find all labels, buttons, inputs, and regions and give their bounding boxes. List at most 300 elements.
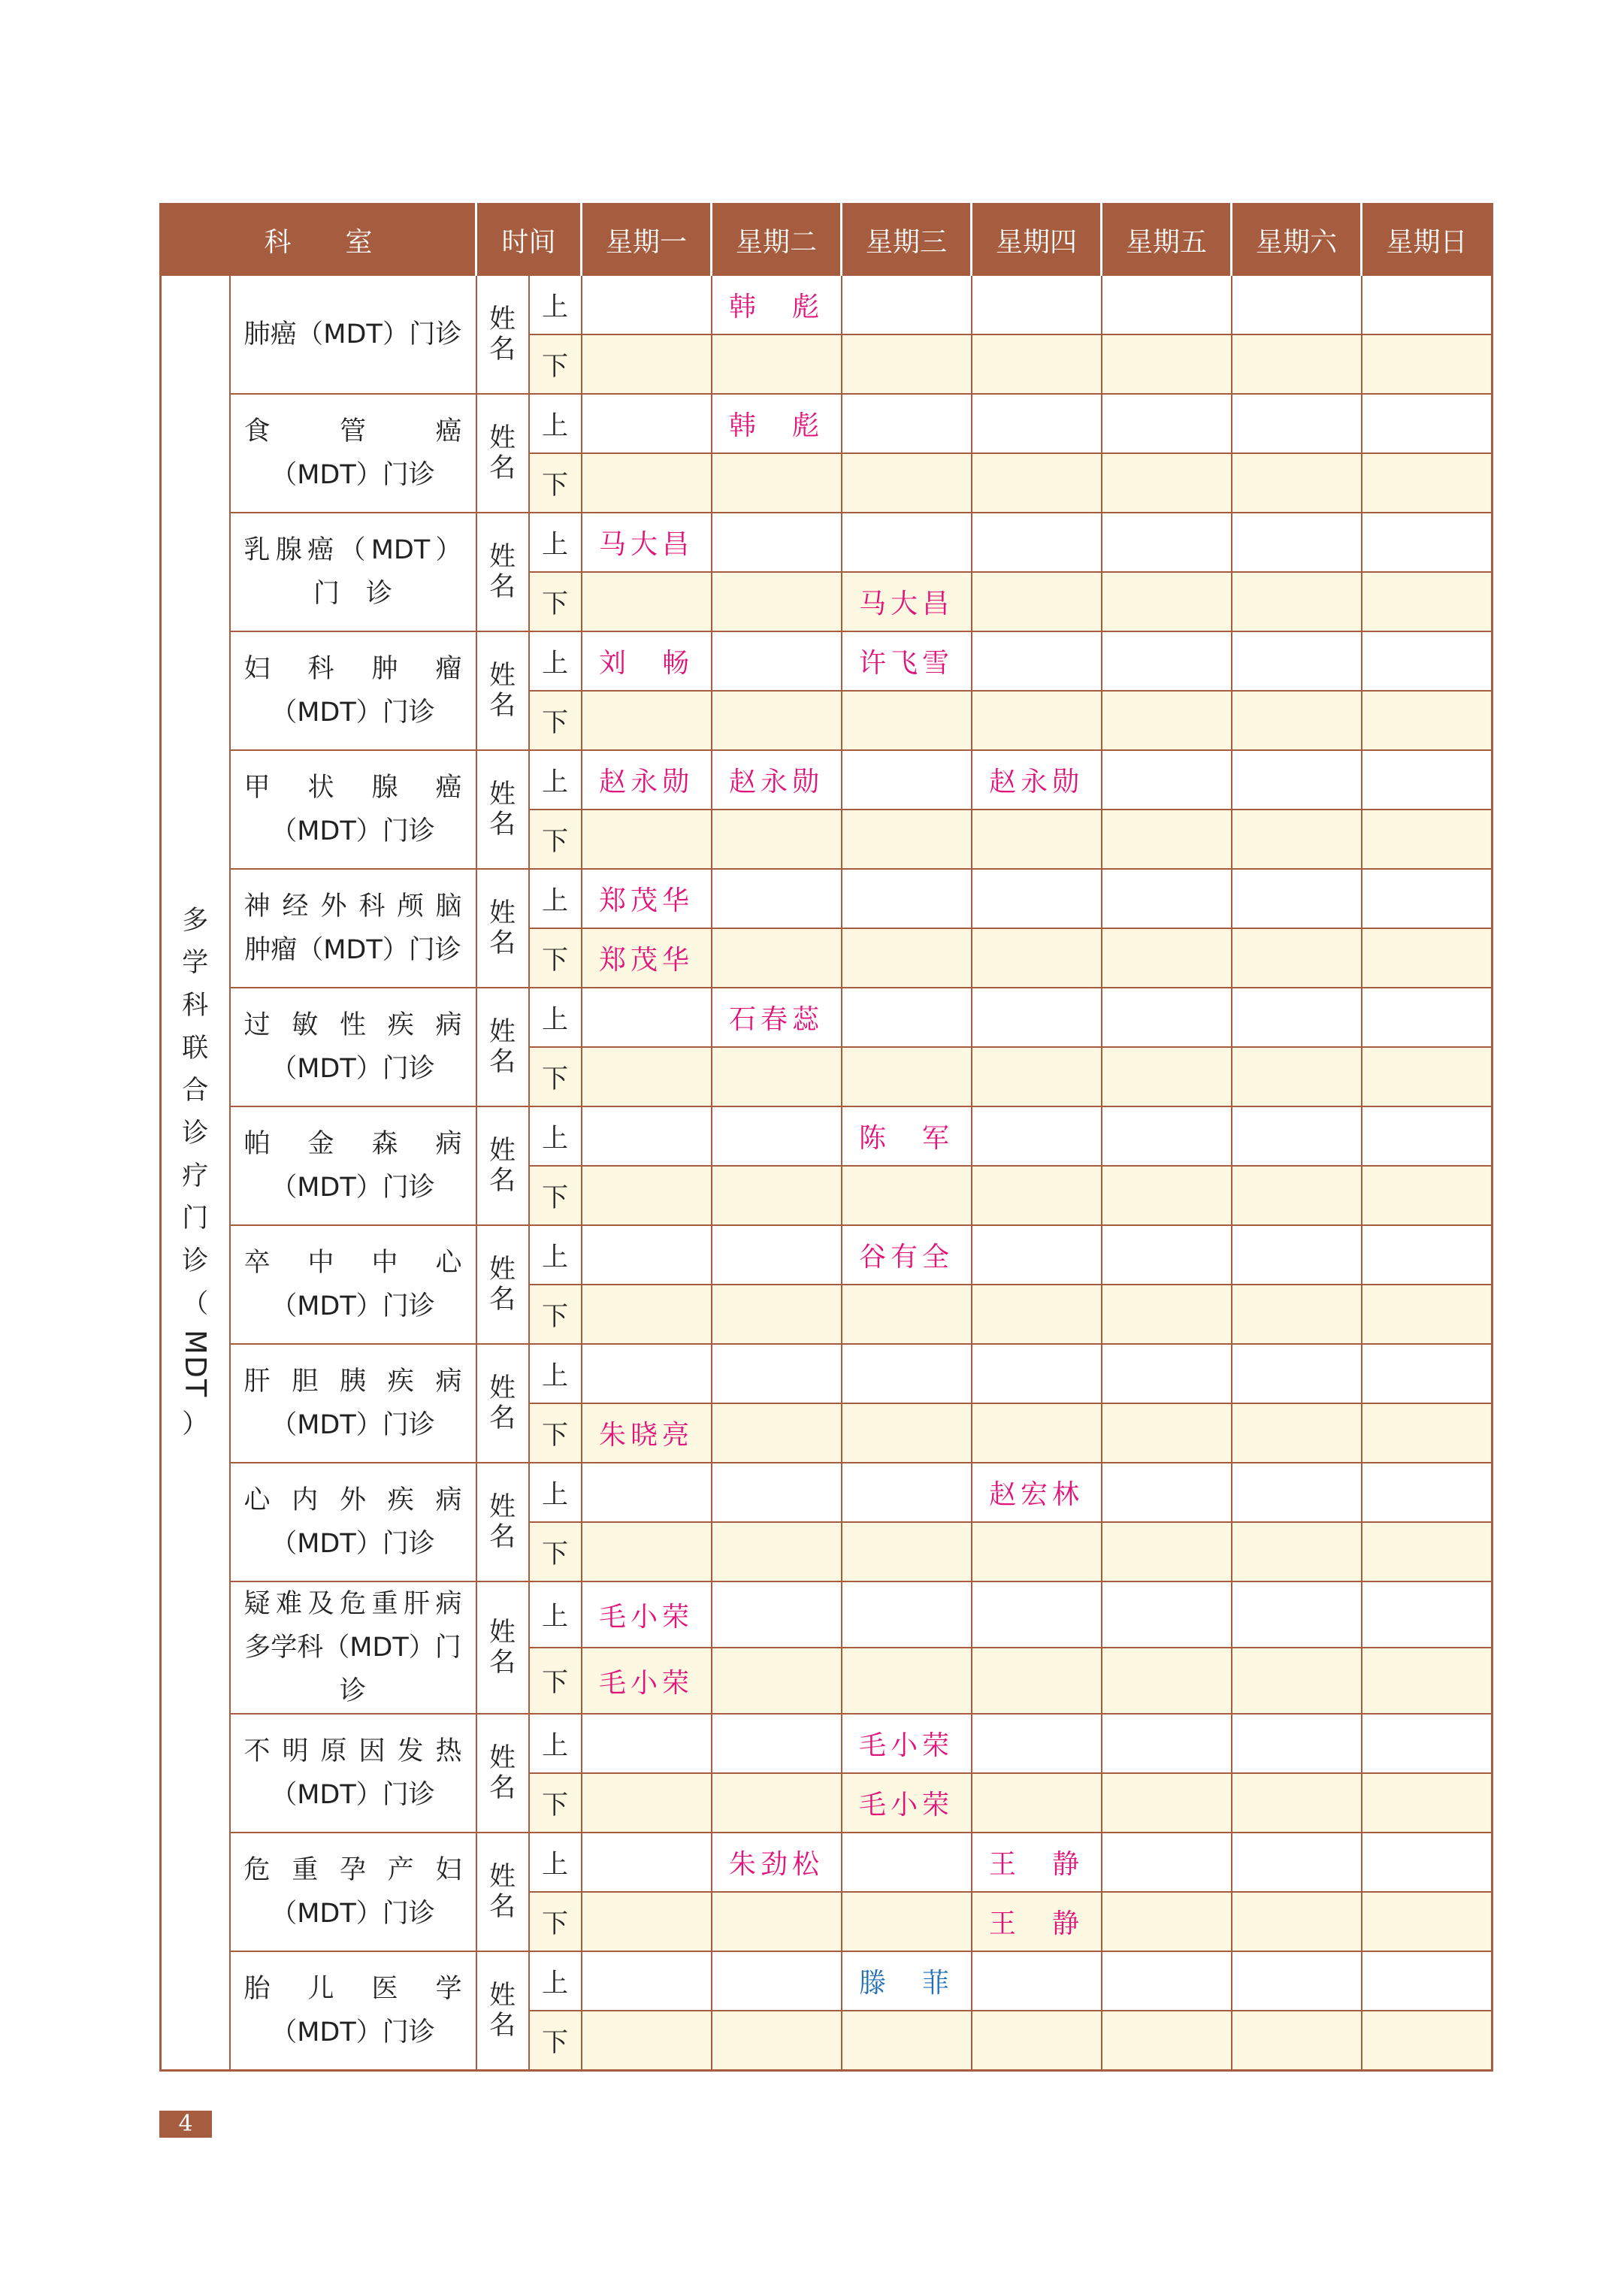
schedule-cell bbox=[842, 1047, 972, 1106]
schedule-cell bbox=[1232, 1951, 1362, 2011]
schedule-cell bbox=[1362, 988, 1492, 1047]
doctor-name: 毛小荣 bbox=[599, 1667, 694, 1699]
schedule-cell bbox=[972, 394, 1102, 453]
name-label bbox=[476, 394, 529, 513]
schedule-cell bbox=[712, 1522, 842, 1581]
doctor-name: 毛小荣 bbox=[599, 1601, 694, 1633]
schedule-cell bbox=[712, 988, 842, 1047]
schedule-cell bbox=[1232, 1225, 1362, 1285]
doctor-name: 毛小荣 bbox=[859, 1730, 954, 1761]
schedule-cell bbox=[712, 750, 842, 810]
doctor-name: 王 静 bbox=[989, 1849, 1084, 1880]
header-day: 星期日 bbox=[1362, 204, 1492, 276]
schedule-cell bbox=[712, 275, 842, 334]
schedule-cell bbox=[842, 1403, 972, 1463]
department-name-line: 肝胆胰疾病 bbox=[243, 1367, 462, 1397]
schedule-cell bbox=[1362, 1581, 1492, 1648]
schedule-cell bbox=[1232, 513, 1362, 572]
schedule-cell bbox=[972, 1344, 1102, 1403]
schedule-cell bbox=[1362, 2011, 1492, 2071]
schedule-cell bbox=[1362, 275, 1492, 334]
name-label-text: 姓名 bbox=[489, 1136, 516, 1196]
schedule-cell bbox=[1102, 869, 1232, 928]
department-name bbox=[230, 513, 476, 631]
schedule-cell bbox=[582, 1892, 712, 1951]
category-char: 学 bbox=[182, 948, 209, 979]
schedule-cell bbox=[1362, 1833, 1492, 1892]
department-name bbox=[230, 1833, 476, 1951]
schedule-cell bbox=[1362, 1648, 1492, 1714]
schedule-cell bbox=[972, 572, 1102, 631]
department-name-line: 胎儿医学 bbox=[243, 1974, 462, 2004]
schedule-cell bbox=[842, 1892, 972, 1951]
schedule-cell bbox=[842, 1225, 972, 1285]
table-row bbox=[161, 869, 1492, 928]
department-name-line: （MDT）门诊 bbox=[271, 2017, 435, 2048]
table-row bbox=[161, 1833, 1492, 1892]
schedule-cell bbox=[842, 1714, 972, 1773]
schedule-cell bbox=[1362, 1225, 1492, 1285]
doctor-name: 马大昌 bbox=[599, 529, 694, 560]
schedule-cell bbox=[1232, 1892, 1362, 1951]
schedule-cell bbox=[1362, 1463, 1492, 1522]
schedule-cell bbox=[1232, 1403, 1362, 1463]
schedule-cell bbox=[972, 1285, 1102, 1344]
period-am: 上 bbox=[529, 1344, 582, 1403]
schedule-cell bbox=[972, 691, 1102, 750]
department-name-line: （MDT）门诊 bbox=[271, 1054, 435, 1084]
doctor-name: 韩 彪 bbox=[729, 292, 824, 322]
schedule-cell bbox=[1362, 750, 1492, 810]
doctor-name: 赵宏林 bbox=[989, 1479, 1084, 1510]
department-name-line: 帕金森病 bbox=[243, 1129, 462, 1159]
schedule-cell bbox=[712, 691, 842, 750]
period-pm: 下 bbox=[529, 334, 582, 394]
name-label bbox=[476, 1581, 529, 1714]
schedule-cell bbox=[842, 810, 972, 869]
schedule-cell bbox=[972, 928, 1102, 988]
schedule-cell bbox=[712, 572, 842, 631]
schedule-cell bbox=[712, 1581, 842, 1648]
schedule-cell bbox=[712, 1285, 842, 1344]
department-name-line: 多学科（MDT）门诊 bbox=[244, 1633, 461, 1706]
schedule-cell bbox=[1232, 2011, 1362, 2071]
schedule-cell bbox=[582, 1522, 712, 1581]
name-label bbox=[476, 1106, 529, 1225]
category-char: 联 bbox=[182, 1033, 209, 1064]
name-label-text: 姓名 bbox=[489, 1862, 516, 1922]
category-char: 多 bbox=[182, 905, 209, 936]
category-char: ） bbox=[182, 1409, 209, 1439]
department-name-line: （MDT）门诊 bbox=[271, 460, 435, 490]
period-pm: 下 bbox=[529, 1522, 582, 1581]
schedule-cell bbox=[972, 1522, 1102, 1581]
department-name bbox=[230, 750, 476, 869]
schedule-cell bbox=[842, 1773, 972, 1833]
schedule-cell bbox=[1232, 453, 1362, 513]
schedule-cell bbox=[582, 1463, 712, 1522]
schedule-cell bbox=[582, 572, 712, 631]
doctor-name: 陈 军 bbox=[859, 1123, 954, 1154]
category-label bbox=[161, 275, 230, 2071]
name-label-text: 姓名 bbox=[489, 1981, 516, 2041]
schedule-cell bbox=[1232, 394, 1362, 453]
schedule-cell bbox=[972, 1463, 1102, 1522]
schedule-cell bbox=[972, 869, 1102, 928]
schedule-cell bbox=[1102, 453, 1232, 513]
schedule-cell bbox=[842, 1581, 972, 1648]
name-label bbox=[476, 275, 529, 394]
name-label-text: 姓名 bbox=[489, 1017, 516, 1077]
schedule-cell bbox=[972, 988, 1102, 1047]
schedule-cell bbox=[972, 513, 1102, 572]
schedule-cell bbox=[842, 988, 972, 1047]
schedule-cell bbox=[582, 928, 712, 988]
category-char: 合 bbox=[182, 1076, 209, 1106]
doctor-name: 谷有全 bbox=[859, 1242, 954, 1273]
doctor-name: 朱晓亮 bbox=[599, 1420, 694, 1451]
schedule-cell bbox=[972, 1648, 1102, 1714]
period-am: 上 bbox=[529, 1714, 582, 1773]
period-pm: 下 bbox=[529, 1648, 582, 1714]
schedule-cell bbox=[1232, 1463, 1362, 1522]
schedule-cell bbox=[842, 572, 972, 631]
schedule-cell bbox=[712, 1951, 842, 2011]
schedule-cell bbox=[972, 1773, 1102, 1833]
department-name-line: 乳腺癌（MDT） bbox=[243, 535, 462, 565]
schedule-cell bbox=[842, 1344, 972, 1403]
schedule-cell bbox=[712, 928, 842, 988]
department-name-line: 过敏性疾病 bbox=[243, 1010, 462, 1040]
schedule-cell bbox=[1232, 1714, 1362, 1773]
schedule-cell bbox=[582, 691, 712, 750]
schedule-cell bbox=[1362, 1344, 1492, 1403]
header-day: 星期五 bbox=[1102, 204, 1232, 276]
schedule-cell bbox=[1362, 453, 1492, 513]
department-name-line: （MDT）门诊 bbox=[271, 1173, 435, 1203]
name-label bbox=[476, 1833, 529, 1951]
schedule-cell bbox=[842, 513, 972, 572]
department-name-line: （MDT）门诊 bbox=[271, 1291, 435, 1321]
schedule-cell bbox=[842, 631, 972, 691]
schedule-cell bbox=[1362, 869, 1492, 928]
doctor-name: 赵永勋 bbox=[989, 767, 1084, 798]
department-name bbox=[230, 1344, 476, 1463]
header-time: 时间 bbox=[476, 204, 582, 276]
schedule-cell bbox=[1232, 691, 1362, 750]
schedule-cell bbox=[972, 1166, 1102, 1225]
schedule-cell bbox=[1232, 928, 1362, 988]
schedule-cell bbox=[1232, 988, 1362, 1047]
table-row bbox=[161, 275, 1492, 334]
schedule-cell bbox=[1102, 513, 1232, 572]
schedule-cell bbox=[582, 2011, 712, 2071]
schedule-cell bbox=[1362, 1166, 1492, 1225]
schedule-cell bbox=[1102, 572, 1232, 631]
table-row bbox=[161, 513, 1492, 572]
name-label bbox=[476, 988, 529, 1106]
schedule-cell bbox=[972, 2011, 1102, 2071]
name-label-text: 姓名 bbox=[489, 898, 516, 958]
doctor-name: 朱劲松 bbox=[729, 1849, 824, 1880]
department-name bbox=[230, 1951, 476, 2071]
schedule-cell bbox=[1362, 1714, 1492, 1773]
schedule-cell bbox=[972, 631, 1102, 691]
schedule-cell bbox=[582, 1648, 712, 1714]
schedule-cell bbox=[712, 810, 842, 869]
period-pm: 下 bbox=[529, 1403, 582, 1463]
table-row bbox=[161, 394, 1492, 453]
schedule-cell bbox=[1102, 1714, 1232, 1773]
department-name-line: 卒中中心 bbox=[243, 1248, 462, 1278]
schedule-cell bbox=[1102, 1463, 1232, 1522]
schedule-cell bbox=[712, 1344, 842, 1403]
name-label bbox=[476, 750, 529, 869]
schedule-cell bbox=[1102, 1225, 1232, 1285]
schedule-cell bbox=[842, 928, 972, 988]
period-am: 上 bbox=[529, 988, 582, 1047]
schedule-cell bbox=[1102, 691, 1232, 750]
schedule-cell bbox=[1362, 1951, 1492, 2011]
schedule-cell bbox=[1102, 275, 1232, 334]
schedule-cell bbox=[1232, 572, 1362, 631]
department-name bbox=[230, 275, 476, 394]
period-pm: 下 bbox=[529, 1773, 582, 1833]
table-row bbox=[161, 1951, 1492, 2011]
department-name-line: 不明原因发热 bbox=[243, 1736, 462, 1766]
schedule-cell bbox=[842, 334, 972, 394]
name-label-text: 姓名 bbox=[489, 661, 516, 721]
schedule-cell bbox=[1362, 1773, 1492, 1833]
schedule-cell bbox=[842, 453, 972, 513]
name-label-text: 姓名 bbox=[489, 1373, 516, 1433]
department-name-line: 神经外科颅脑 bbox=[243, 891, 462, 922]
schedule-cell bbox=[712, 1047, 842, 1106]
department-name bbox=[230, 1106, 476, 1225]
table-row bbox=[161, 1581, 1492, 1648]
schedule-cell bbox=[582, 1951, 712, 2011]
period-pm: 下 bbox=[529, 572, 582, 631]
schedule-cell bbox=[1362, 928, 1492, 988]
schedule-cell bbox=[1362, 1403, 1492, 1463]
doctor-name: 石春蕊 bbox=[729, 1004, 824, 1035]
doctor-name: 滕 菲 bbox=[859, 1968, 954, 1999]
schedule-cell bbox=[842, 869, 972, 928]
department-name bbox=[230, 1463, 476, 1581]
doctor-name: 赵永勋 bbox=[729, 767, 824, 798]
schedule-cell bbox=[842, 1106, 972, 1166]
department-name bbox=[230, 1225, 476, 1344]
period-am: 上 bbox=[529, 275, 582, 334]
schedule-cell bbox=[1102, 631, 1232, 691]
schedule-cell bbox=[1102, 988, 1232, 1047]
schedule-cell bbox=[582, 631, 712, 691]
schedule-cell bbox=[1232, 1166, 1362, 1225]
name-label-text: 姓名 bbox=[489, 779, 516, 840]
schedule-cell bbox=[972, 1047, 1102, 1106]
period-am: 上 bbox=[529, 394, 582, 453]
schedule-cell bbox=[712, 1403, 842, 1463]
doctor-name: 赵永勋 bbox=[599, 767, 694, 798]
name-label-text: 姓名 bbox=[489, 423, 516, 483]
name-label bbox=[476, 1714, 529, 1833]
name-label bbox=[476, 513, 529, 631]
name-label bbox=[476, 631, 529, 750]
category-char: MDT bbox=[178, 1330, 212, 1399]
name-label bbox=[476, 1225, 529, 1344]
period-pm: 下 bbox=[529, 453, 582, 513]
period-pm: 下 bbox=[529, 1047, 582, 1106]
schedule-cell bbox=[1102, 1581, 1232, 1648]
schedule-cell bbox=[1362, 394, 1492, 453]
header-day: 星期六 bbox=[1232, 204, 1362, 276]
schedule-cell bbox=[582, 869, 712, 928]
schedule-cell bbox=[1232, 1648, 1362, 1714]
table-row bbox=[161, 1225, 1492, 1285]
table-row bbox=[161, 631, 1492, 691]
table-row bbox=[161, 1106, 1492, 1166]
name-label-text: 姓名 bbox=[489, 1255, 516, 1315]
doctor-name: 郑茂华 bbox=[599, 885, 694, 916]
table-row bbox=[161, 988, 1492, 1047]
schedule-cell bbox=[842, 750, 972, 810]
schedule-cell bbox=[1362, 691, 1492, 750]
schedule-cell bbox=[1232, 631, 1362, 691]
name-label-text: 姓名 bbox=[489, 1743, 516, 1803]
schedule-cell bbox=[712, 1773, 842, 1833]
period-am: 上 bbox=[529, 1106, 582, 1166]
schedule-cell bbox=[842, 1166, 972, 1225]
period-am: 上 bbox=[529, 869, 582, 928]
period-am: 上 bbox=[529, 1581, 582, 1648]
schedule-cell bbox=[712, 2011, 842, 2071]
schedule-cell bbox=[1102, 1344, 1232, 1403]
schedule-cell bbox=[712, 513, 842, 572]
period-pm: 下 bbox=[529, 691, 582, 750]
schedule-cell bbox=[1102, 1892, 1232, 1951]
doctor-name: 许飞雪 bbox=[859, 648, 954, 679]
page-number: 4 bbox=[159, 2111, 212, 2138]
name-label bbox=[476, 1463, 529, 1581]
schedule-cell bbox=[1232, 1285, 1362, 1344]
schedule-cell bbox=[842, 1951, 972, 2011]
period-am: 上 bbox=[529, 1225, 582, 1285]
schedule-cell bbox=[1232, 275, 1362, 334]
schedule-cell bbox=[1232, 1047, 1362, 1106]
schedule-cell bbox=[582, 1344, 712, 1403]
schedule-cell bbox=[712, 869, 842, 928]
doctor-name: 郑茂华 bbox=[599, 945, 694, 976]
schedule-cell bbox=[582, 275, 712, 334]
schedule-cell bbox=[582, 1285, 712, 1344]
name-label-text: 姓名 bbox=[489, 304, 516, 365]
category-char: 门 bbox=[182, 1203, 209, 1234]
department-name-line: 肺癌（MDT）门诊 bbox=[243, 319, 462, 350]
schedule-cell bbox=[712, 1833, 842, 1892]
schedule-cell bbox=[972, 275, 1102, 334]
header-day: 星期一 bbox=[582, 204, 712, 276]
schedule-cell bbox=[972, 1106, 1102, 1166]
name-label bbox=[476, 1344, 529, 1463]
header-day: 星期四 bbox=[972, 204, 1102, 276]
schedule-cell bbox=[1362, 1892, 1492, 1951]
name-label-text: 姓名 bbox=[489, 542, 516, 602]
schedule-cell bbox=[1102, 334, 1232, 394]
category-char: 诊 bbox=[182, 1118, 209, 1149]
schedule-cell bbox=[1102, 1047, 1232, 1106]
schedule-cell bbox=[1102, 928, 1232, 988]
department-name-line: （MDT）门诊 bbox=[271, 816, 435, 846]
name-label-text: 姓名 bbox=[489, 1492, 516, 1552]
schedule-cell bbox=[1102, 1951, 1232, 2011]
period-am: 上 bbox=[529, 1463, 582, 1522]
schedule-cell bbox=[972, 1951, 1102, 2011]
department-name-line: 危重孕产妇 bbox=[243, 1855, 462, 1885]
schedule-cell bbox=[842, 1285, 972, 1344]
schedule-cell bbox=[972, 334, 1102, 394]
period-pm: 下 bbox=[529, 810, 582, 869]
schedule-cell bbox=[1102, 1166, 1232, 1225]
schedule-cell bbox=[1362, 572, 1492, 631]
schedule-cell bbox=[712, 1225, 842, 1285]
schedule-cell bbox=[1362, 513, 1492, 572]
table-row bbox=[161, 750, 1492, 810]
period-am: 上 bbox=[529, 513, 582, 572]
schedule-cell bbox=[1102, 1773, 1232, 1833]
name-label bbox=[476, 1951, 529, 2071]
schedule-cell bbox=[1232, 1344, 1362, 1403]
header-day: 星期三 bbox=[842, 204, 972, 276]
schedule-cell bbox=[582, 394, 712, 453]
schedule-cell bbox=[972, 1581, 1102, 1648]
schedule-cell bbox=[1232, 810, 1362, 869]
schedule-cell bbox=[842, 394, 972, 453]
schedule-cell bbox=[1232, 1581, 1362, 1648]
schedule-cell bbox=[1102, 1833, 1232, 1892]
schedule-cell bbox=[582, 1225, 712, 1285]
header-dept: 科 室 bbox=[161, 204, 476, 276]
schedule-cell bbox=[1102, 1522, 1232, 1581]
schedule-cell bbox=[1102, 2011, 1232, 2071]
department-name-line: 食 管 癌 bbox=[243, 416, 462, 446]
schedule-cell bbox=[712, 1106, 842, 1166]
schedule-cell bbox=[1232, 1522, 1362, 1581]
table-row bbox=[161, 1344, 1492, 1403]
doctor-name: 毛小荣 bbox=[859, 1790, 954, 1821]
schedule-cell bbox=[582, 810, 712, 869]
schedule-cell bbox=[582, 750, 712, 810]
doctor-name: 韩 彪 bbox=[729, 410, 824, 441]
category-char: （ bbox=[182, 1288, 209, 1319]
schedule-cell bbox=[842, 2011, 972, 2071]
name-label bbox=[476, 869, 529, 988]
schedule-cell bbox=[712, 453, 842, 513]
department-name-line: 肿瘤（MDT）门诊 bbox=[244, 935, 461, 965]
schedule-cell bbox=[842, 1833, 972, 1892]
schedule-cell bbox=[582, 1106, 712, 1166]
schedule-cell bbox=[1362, 1106, 1492, 1166]
department-name-line: （MDT）门诊 bbox=[271, 698, 435, 728]
department-name bbox=[230, 394, 476, 513]
schedule-cell bbox=[582, 988, 712, 1047]
period-pm: 下 bbox=[529, 928, 582, 988]
schedule-cell bbox=[582, 1581, 712, 1648]
schedule-cell bbox=[972, 1403, 1102, 1463]
schedule-cell bbox=[582, 1833, 712, 1892]
schedule-cell bbox=[1102, 1403, 1232, 1463]
schedule-cell bbox=[1232, 1106, 1362, 1166]
department-name bbox=[230, 988, 476, 1106]
